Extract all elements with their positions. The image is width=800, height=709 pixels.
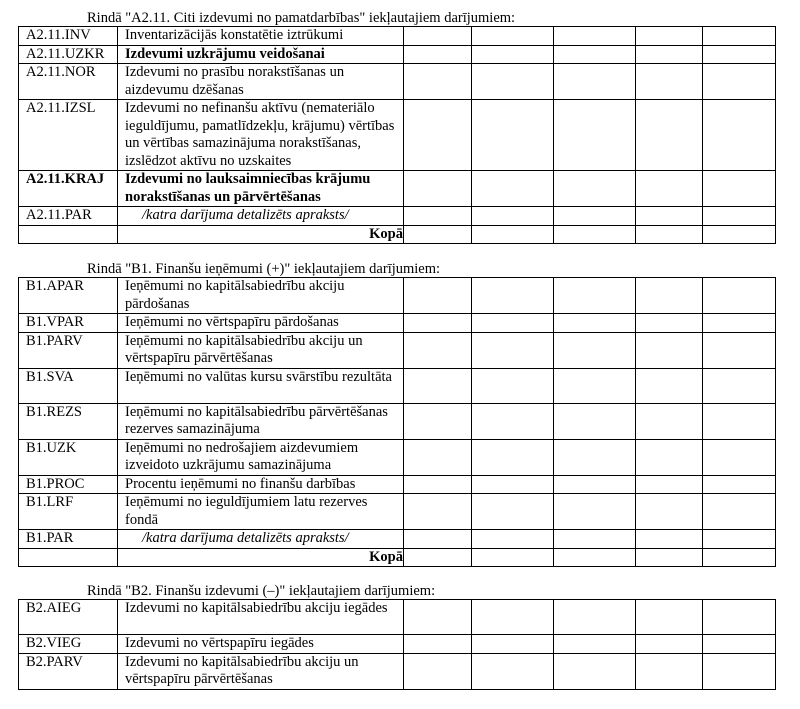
table-row	[19, 600, 776, 635]
value-cell[interactable]	[636, 653, 703, 689]
value-cell[interactable]	[554, 332, 636, 368]
value-cell[interactable]	[472, 171, 554, 207]
row-code: B1.LRF	[19, 494, 118, 530]
table-row	[19, 475, 776, 494]
value-cell[interactable]	[472, 475, 554, 494]
value-cell[interactable]	[404, 100, 472, 171]
value-cell[interactable]	[636, 368, 703, 403]
value-cell[interactable]	[472, 494, 554, 530]
row-code: B1.APAR	[19, 278, 118, 314]
total-row	[19, 225, 776, 244]
total-cell[interactable]	[472, 548, 554, 567]
value-cell[interactable]	[472, 403, 554, 439]
value-cell[interactable]	[636, 635, 703, 654]
value-cell[interactable]	[404, 403, 472, 439]
row-code: B1.REZS	[19, 403, 118, 439]
value-cell[interactable]	[472, 27, 554, 46]
value-cell[interactable]	[472, 635, 554, 654]
value-cell[interactable]	[554, 439, 636, 475]
value-cell[interactable]	[636, 600, 703, 635]
table-a2-11	[18, 26, 776, 244]
row-description: Ieņēmumi no kapitālsabiedrību akciju un vērtspapīru pārvērtēšanas	[118, 332, 404, 368]
value-cell[interactable]	[703, 45, 776, 64]
value-cell[interactable]	[554, 530, 636, 549]
row-description: Ieņēmumi no vērtspapīru pārdošanas	[118, 314, 404, 333]
value-cell[interactable]	[636, 64, 703, 100]
value-cell[interactable]	[703, 314, 776, 333]
value-cell[interactable]	[636, 207, 703, 226]
value-cell[interactable]	[554, 653, 636, 689]
total-cell[interactable]	[554, 548, 636, 567]
value-cell[interactable]	[404, 314, 472, 333]
value-cell[interactable]	[554, 45, 636, 64]
row-description: Izdevumi no kapitālsabiedrību akciju un vērtspapīru pārvērtēšanas	[118, 653, 404, 689]
value-cell[interactable]	[472, 64, 554, 100]
row-description: Izdevumi no vērtspapīru iegādes	[118, 635, 404, 654]
section-title: Rindā "B1. Finanšu ieņēmumi (+)" iekļautajiem darījumiem:	[87, 261, 441, 277]
row-code: B2.PARV	[19, 653, 118, 689]
value-cell[interactable]	[404, 653, 472, 689]
total-cell[interactable]	[636, 225, 703, 244]
value-cell[interactable]	[404, 207, 472, 226]
table-row	[19, 368, 776, 403]
section-b2	[18, 583, 775, 690]
table-row	[19, 635, 776, 654]
value-cell[interactable]	[554, 368, 636, 403]
row-description: Izdevumi uzkrājumu veidošanai	[118, 45, 404, 64]
row-code: B1.PAR	[19, 530, 118, 549]
value-cell[interactable]	[472, 530, 554, 549]
total-cell[interactable]	[554, 225, 636, 244]
row-code: A2.11.INV	[19, 27, 118, 46]
value-cell[interactable]	[636, 100, 703, 171]
total-cell[interactable]	[404, 225, 472, 244]
value-cell[interactable]	[472, 600, 554, 635]
value-cell[interactable]	[554, 100, 636, 171]
value-cell[interactable]	[703, 653, 776, 689]
value-cell[interactable]	[703, 475, 776, 494]
row-description: Ieņēmumi no kapitālsabiedrību pārvērtēšanas rezerves samazinājuma	[118, 403, 404, 439]
row-code: A2.11.UZKR	[19, 45, 118, 64]
row-code: A2.11.PAR	[19, 207, 118, 226]
value-cell[interactable]	[636, 475, 703, 494]
value-cell[interactable]	[703, 368, 776, 403]
table-b2	[18, 599, 776, 690]
total-cell[interactable]	[404, 548, 472, 567]
value-cell[interactable]	[636, 171, 703, 207]
value-cell[interactable]	[703, 600, 776, 635]
row-code: A2.11.NOR	[19, 64, 118, 100]
value-cell[interactable]	[636, 27, 703, 46]
table-row	[19, 171, 776, 207]
row-description: Izdevumi no kapitālsabiedrību akciju iegādes	[118, 600, 404, 635]
row-description: Ieņēmumi no ieguldījumiem latu rezerves fondā	[118, 494, 404, 530]
row-description: Ieņēmumi no valūtas kursu svārstību rezultāta	[118, 368, 404, 403]
value-cell[interactable]	[472, 45, 554, 64]
value-cell[interactable]	[404, 439, 472, 475]
value-cell[interactable]	[472, 332, 554, 368]
total-label: Kopā	[118, 548, 404, 567]
total-cell[interactable]	[636, 548, 703, 567]
table-row	[19, 439, 776, 475]
value-cell[interactable]	[404, 530, 472, 549]
value-cell[interactable]	[636, 314, 703, 333]
table-row	[19, 278, 776, 314]
value-cell[interactable]	[554, 403, 636, 439]
value-cell[interactable]	[554, 635, 636, 654]
value-cell[interactable]	[703, 64, 776, 100]
value-cell[interactable]	[636, 439, 703, 475]
total-cell[interactable]	[472, 225, 554, 244]
value-cell[interactable]	[636, 278, 703, 314]
value-cell[interactable]	[554, 64, 636, 100]
table-row	[19, 207, 776, 226]
row-code: B1.PROC	[19, 475, 118, 494]
value-cell[interactable]	[703, 403, 776, 439]
value-cell[interactable]	[703, 332, 776, 368]
value-cell[interactable]	[636, 45, 703, 64]
table-row	[19, 27, 776, 46]
row-description: Izdevumi no nefinanšu aktīvu (nemateriālo ieguldījumu, pamatlīdzekļu, krājumu) vērtības un vērtības samazinājuma norakstīšanas, izslēdzot aktīvu no uzskaites	[118, 100, 404, 171]
value-cell[interactable]	[472, 653, 554, 689]
table-row	[19, 45, 776, 64]
value-cell[interactable]	[554, 207, 636, 226]
empty-cell	[19, 225, 118, 244]
table-b1	[18, 277, 776, 567]
value-cell[interactable]	[404, 27, 472, 46]
value-cell[interactable]	[472, 314, 554, 333]
value-cell[interactable]	[404, 494, 472, 530]
section-title: Rindā "A2.11. Citi izdevumi no pamatdarbības" iekļautajiem darījumiem:	[87, 10, 516, 26]
total-cell[interactable]	[703, 225, 776, 244]
value-cell[interactable]	[404, 278, 472, 314]
empty-cell	[19, 548, 118, 567]
value-cell[interactable]	[703, 27, 776, 46]
value-cell[interactable]	[636, 403, 703, 439]
row-code: B1.UZK	[19, 439, 118, 475]
value-cell[interactable]	[703, 635, 776, 654]
value-cell[interactable]	[404, 368, 472, 403]
row-description: Izdevumi no lauksaimniecības krājumu norakstīšanas un pārvērtēšanas	[118, 171, 404, 207]
table-row	[19, 494, 776, 530]
value-cell[interactable]	[636, 332, 703, 368]
section-b1	[18, 261, 775, 567]
table-row	[19, 64, 776, 100]
row-description: /katra darījuma detalizēts apraksts/	[118, 207, 404, 226]
row-description: Inventarizācijās konstatētie iztrūkumi	[118, 27, 404, 46]
row-code: B1.VPAR	[19, 314, 118, 333]
row-description: /katra darījuma detalizēts apraksts/	[118, 530, 404, 549]
value-cell[interactable]	[703, 439, 776, 475]
value-cell[interactable]	[636, 494, 703, 530]
value-cell[interactable]	[703, 278, 776, 314]
row-code: B1.SVA	[19, 368, 118, 403]
value-cell[interactable]	[404, 45, 472, 64]
table-row	[19, 314, 776, 333]
value-cell[interactable]	[404, 171, 472, 207]
value-cell[interactable]	[404, 600, 472, 635]
table-row	[19, 403, 776, 439]
value-cell[interactable]	[472, 439, 554, 475]
value-cell[interactable]	[404, 64, 472, 100]
value-cell[interactable]	[703, 100, 776, 171]
row-description: Ieņēmumi no nedrošajiem aizdevumiem izveidoto uzkrājumu samazinājuma	[118, 439, 404, 475]
value-cell[interactable]	[703, 207, 776, 226]
value-cell[interactable]	[554, 278, 636, 314]
value-cell[interactable]	[472, 207, 554, 226]
value-cell[interactable]	[472, 100, 554, 171]
table-row	[19, 653, 776, 689]
total-label: Kopā	[118, 225, 404, 244]
section-title: Rindā "B2. Finanšu izdevumi (–)" iekļautajiem darījumiem:	[87, 583, 436, 599]
value-cell[interactable]	[554, 314, 636, 333]
value-cell[interactable]	[404, 635, 472, 654]
value-cell[interactable]	[404, 475, 472, 494]
row-description: Izdevumi no prasību norakstīšanas un aizdevumu dzēšanas	[118, 64, 404, 100]
value-cell[interactable]	[472, 278, 554, 314]
value-cell[interactable]	[703, 171, 776, 207]
value-cell[interactable]	[554, 475, 636, 494]
table-row	[19, 530, 776, 549]
value-cell[interactable]	[703, 494, 776, 530]
row-code: A2.11.IZSL	[19, 100, 118, 171]
value-cell[interactable]	[404, 332, 472, 368]
total-row	[19, 548, 776, 567]
row-code: B2.VIEG	[19, 635, 118, 654]
value-cell[interactable]	[472, 368, 554, 403]
row-code: B2.AIEG	[19, 600, 118, 635]
total-cell[interactable]	[703, 548, 776, 567]
section-a2-11	[18, 10, 775, 244]
row-code: B1.PARV	[19, 332, 118, 368]
table-row	[19, 332, 776, 368]
row-code: A2.11.KRAJ	[19, 171, 118, 207]
value-cell[interactable]	[703, 530, 776, 549]
table-row	[19, 100, 776, 171]
value-cell[interactable]	[554, 600, 636, 635]
value-cell[interactable]	[554, 171, 636, 207]
value-cell[interactable]	[554, 494, 636, 530]
value-cell[interactable]	[554, 27, 636, 46]
value-cell[interactable]	[636, 530, 703, 549]
row-description: Ieņēmumi no kapitālsabiedrību akciju pārdošanas	[118, 278, 404, 314]
row-description: Procentu ieņēmumi no finanšu darbības	[118, 475, 404, 494]
